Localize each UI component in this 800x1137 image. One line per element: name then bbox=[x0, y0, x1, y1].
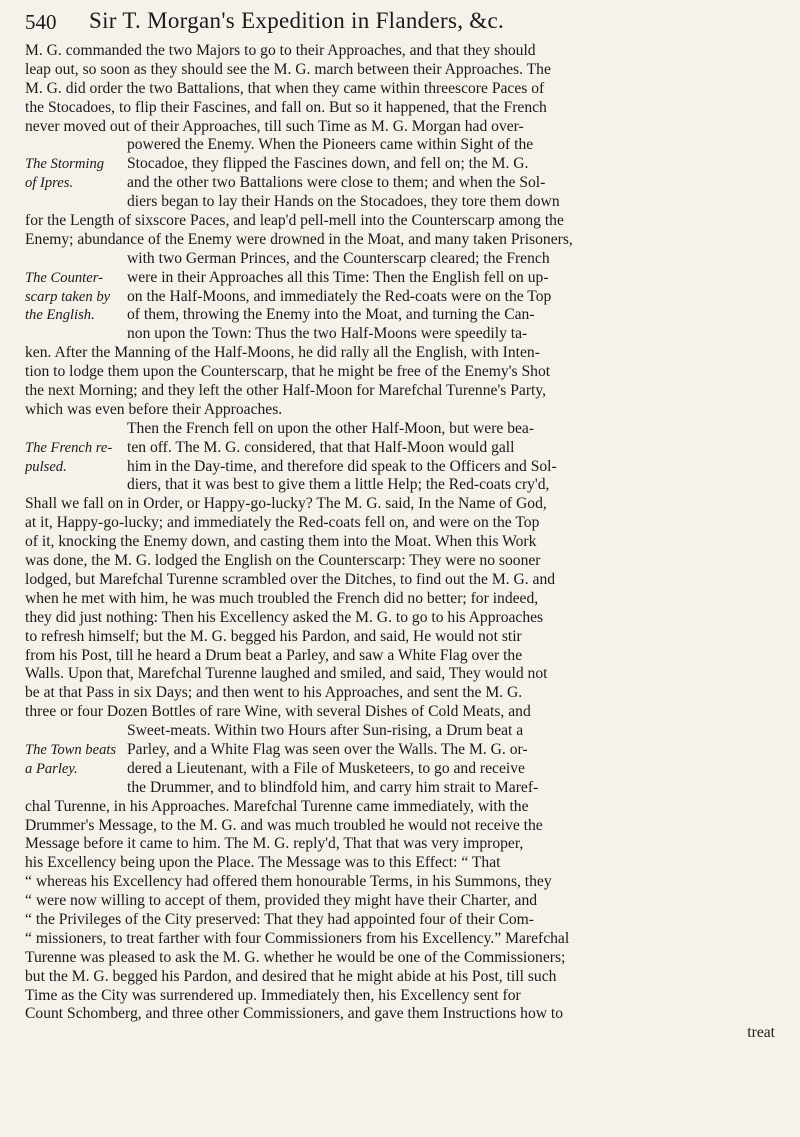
text-line bbox=[25, 817, 785, 836]
text-line bbox=[25, 514, 785, 533]
line-text: powered the Enemy. When the Pioneers came within Sight of the bbox=[127, 136, 534, 154]
text-line bbox=[25, 439, 785, 458]
line-text: ken. After the Manning of the Half-Moons, he did rally all the English, with Inten- bbox=[25, 344, 540, 362]
text-line bbox=[25, 760, 785, 779]
line-text: Parley, and a White Flag was seen over the Walls. The M. G. or- bbox=[127, 740, 528, 758]
text-line bbox=[25, 779, 785, 798]
text-line bbox=[25, 306, 785, 325]
line-text: “ whereas his Excellency had offered them honourable Terms, in his Summons, they bbox=[25, 873, 552, 891]
line-text: Enemy; abundance of the Enemy were drowned in the Moat, and many taken Prisoners, bbox=[25, 230, 573, 248]
line-text: the Stocadoes, to flip their Fascines, and fall on. But so it happened, that the French bbox=[25, 98, 547, 116]
line-text: three or four Dozen Bottles of rare Wine, with several Dishes of Cold Meats, and bbox=[25, 703, 531, 721]
line-text: they did just nothing: Then his Excellency asked the M. G. to go to his Approaches bbox=[25, 608, 544, 626]
line-text: but the M. G. begged his Pardon, and desired that he might abide at his Post, till such bbox=[25, 967, 557, 985]
line-text: Stocadoe, they flipped the Fascines down, and fell on; the M. G. bbox=[127, 155, 529, 173]
line-text: chal Turenne, in his Approaches. Marefchal Turenne came immediately, with the bbox=[25, 797, 529, 815]
line-text: dered a Lieutenant, with a File of Musketeers, to go and receive bbox=[127, 759, 525, 777]
line-text: M. G. did order the two Battalions, that when they came within threescore Paces of bbox=[25, 79, 545, 97]
line-text: Time as the City was surrendered up. Immediately then, his Excellency sent for bbox=[25, 986, 521, 1004]
line-text: “ missioners, to treat farther with four Commissioners from his Excellency.” Marefchal bbox=[25, 929, 570, 947]
text-line bbox=[25, 42, 785, 61]
text-line bbox=[25, 174, 785, 193]
line-text: Turenne was pleased to ask the M. G. whether he would be one of the Commissioners; bbox=[25, 948, 566, 966]
page-number: 540 bbox=[25, 10, 57, 34]
margin-note: The Counter- bbox=[25, 269, 103, 286]
running-title: Sir T. Morgan's Expedition in Flanders, &c. bbox=[89, 8, 505, 33]
text-line bbox=[25, 80, 785, 99]
line-text: him in the Day-time, and therefore did speak to the Officers and Sol- bbox=[127, 457, 557, 475]
text-line bbox=[25, 835, 785, 854]
text-line bbox=[25, 722, 785, 741]
margin-note: The Town beats bbox=[25, 741, 117, 758]
line-text: of them, throwing the Enemy into the Moat, and turning the Can- bbox=[127, 306, 535, 324]
line-text: was done, the M. G. lodged the English on the Counterscarp: They were no sooner bbox=[25, 552, 541, 570]
text-line bbox=[25, 1024, 785, 1043]
text-line bbox=[25, 609, 785, 628]
text-line bbox=[25, 628, 785, 647]
text-line bbox=[25, 193, 785, 212]
text-line bbox=[25, 401, 785, 420]
line-text: Then the French fell on upon the other Half-Moon, but were bea- bbox=[127, 419, 535, 437]
text-line bbox=[25, 665, 785, 684]
text-line bbox=[25, 382, 785, 401]
line-text: Shall we fall on in Order, or Happy-go-lucky? The M. G. said, In the Name of God, bbox=[25, 495, 547, 513]
line-text: of it, knocking the Enemy down, and casting them into the Moat. When this Work bbox=[25, 533, 537, 551]
text-line bbox=[25, 911, 785, 930]
margin-note: scarp taken by bbox=[25, 288, 111, 305]
text-line bbox=[25, 458, 785, 477]
text-line bbox=[25, 136, 785, 155]
text-line bbox=[25, 61, 785, 80]
text-line bbox=[25, 854, 785, 873]
margin-note: of Ipres. bbox=[25, 175, 74, 192]
text-line bbox=[25, 968, 785, 987]
line-text: Count Schomberg, and three other Commissioners, and gave them Instructions how to bbox=[25, 1005, 564, 1023]
text-line bbox=[25, 420, 785, 439]
margin-note: The Storming bbox=[25, 156, 105, 173]
margin-note: The French re- bbox=[25, 439, 113, 456]
catchword: treat bbox=[747, 1024, 775, 1042]
line-text: never moved out of their Approaches, till such Time as M. G. Morgan had over- bbox=[25, 117, 524, 135]
text-line bbox=[25, 533, 785, 552]
line-text: were in their Approaches all this Time: Then the English fell on up- bbox=[127, 268, 549, 286]
line-text: the Drummer, and to blindfold him, and carry him strait to Maref- bbox=[127, 778, 539, 796]
text-line bbox=[25, 930, 785, 949]
text-line bbox=[25, 325, 785, 344]
line-text: at it, Happy-go-lucky; and immediately the Red-coats fell on, and were on the Top bbox=[25, 514, 540, 532]
line-text: “ the Privileges of the City preserved: That they had appointed four of their Com- bbox=[25, 910, 534, 928]
text-line bbox=[25, 212, 785, 231]
text-line bbox=[25, 231, 785, 250]
text-line bbox=[25, 873, 785, 892]
line-text: which was even before their Approaches. bbox=[25, 400, 283, 418]
margin-note: the English. bbox=[25, 307, 95, 324]
text-line bbox=[25, 949, 785, 968]
text-line bbox=[25, 118, 785, 137]
text-line bbox=[25, 987, 785, 1006]
text-line bbox=[25, 741, 785, 760]
text-line bbox=[25, 552, 785, 571]
line-text: Drummer's Message, to the M. G. and was much troubled he would not receive the bbox=[25, 816, 543, 834]
margin-note: a Parley. bbox=[25, 760, 78, 777]
line-text: diers, that it was best to give them a little Help; the Red-coats cry'd, bbox=[127, 476, 550, 494]
text-line bbox=[25, 647, 785, 666]
line-text: lodged, but Marefchal Turenne scrambled over the Ditches, to find out the M. G. and bbox=[25, 570, 556, 588]
text-line bbox=[25, 155, 785, 174]
line-text: from his Post, till he heard a Drum beat a Parley, and saw a White Flag over the bbox=[25, 646, 523, 664]
text-line bbox=[25, 99, 785, 118]
line-text: “ were now willing to accept of them, provided they might have their Charter, and bbox=[25, 892, 538, 910]
line-text: ten off. The M. G. considered, that that Half-Moon would gall bbox=[127, 438, 515, 456]
line-text: diers began to lay their Hands on the Stocadoes, they tore them down bbox=[127, 193, 560, 211]
text-line bbox=[25, 798, 785, 817]
line-text: leap out, so soon as they should see the M. G. march between their Approaches. The bbox=[25, 60, 551, 78]
line-text: for the Length of sixscore Paces, and leap'd pell-mell into the Counterscarp among the bbox=[25, 212, 564, 230]
text-line bbox=[25, 571, 785, 590]
line-text: with two German Princes, and the Counterscarp cleared; the French bbox=[127, 249, 550, 267]
text-line bbox=[25, 344, 785, 363]
line-text: to refresh himself; but the M. G. begged his Pardon, and said, He would not stir bbox=[25, 627, 522, 645]
line-text: M. G. commanded the two Majors to go to their Approaches, and that they should bbox=[25, 42, 536, 59]
margin-note: pulsed. bbox=[25, 458, 67, 475]
line-text: on the Half-Moons, and immediately the Red-coats were on the Top bbox=[127, 287, 552, 305]
text-line bbox=[25, 590, 785, 609]
line-text: his Excellency being upon the Place. The Message was to this Effect: “ That bbox=[25, 854, 501, 872]
text-line bbox=[25, 1005, 785, 1024]
text-line bbox=[25, 476, 785, 495]
text-line bbox=[25, 250, 785, 269]
text-line bbox=[25, 269, 785, 288]
line-text: Message before it came to him. The M. G. reply'd, That that was very improper, bbox=[25, 835, 524, 853]
text-line bbox=[25, 684, 785, 703]
line-text: non upon the Town: Thus the two Half-Moons were speedily ta- bbox=[127, 325, 528, 343]
text-line bbox=[25, 495, 785, 514]
page-body bbox=[25, 42, 785, 1043]
text-line bbox=[25, 703, 785, 722]
text-line bbox=[25, 892, 785, 911]
line-text: Walls. Upon that, Marefchal Turenne laughed and smiled, and said, They would not bbox=[25, 665, 548, 683]
line-text: and the other two Battalions were close to them; and when the Sol- bbox=[127, 174, 546, 192]
line-text: be at that Pass in six Days; and then went to his Approaches, and sent the M. G. bbox=[25, 684, 523, 702]
line-text: tion to lodge them upon the Counterscarp, that he might be free of the Enemy's Shot bbox=[25, 363, 551, 381]
line-text: Sweet-meats. Within two Hours after Sun-rising, a Drum beat a bbox=[127, 722, 524, 740]
text-line bbox=[25, 363, 785, 382]
text-line bbox=[25, 288, 785, 307]
page-header bbox=[25, 6, 765, 40]
line-text: the next Morning; and they left the other Half-Moon for Marefchal Turenne's Party, bbox=[25, 382, 547, 400]
line-text: when he met with him, he was much troubled the French did no better; for indeed, bbox=[25, 589, 539, 607]
